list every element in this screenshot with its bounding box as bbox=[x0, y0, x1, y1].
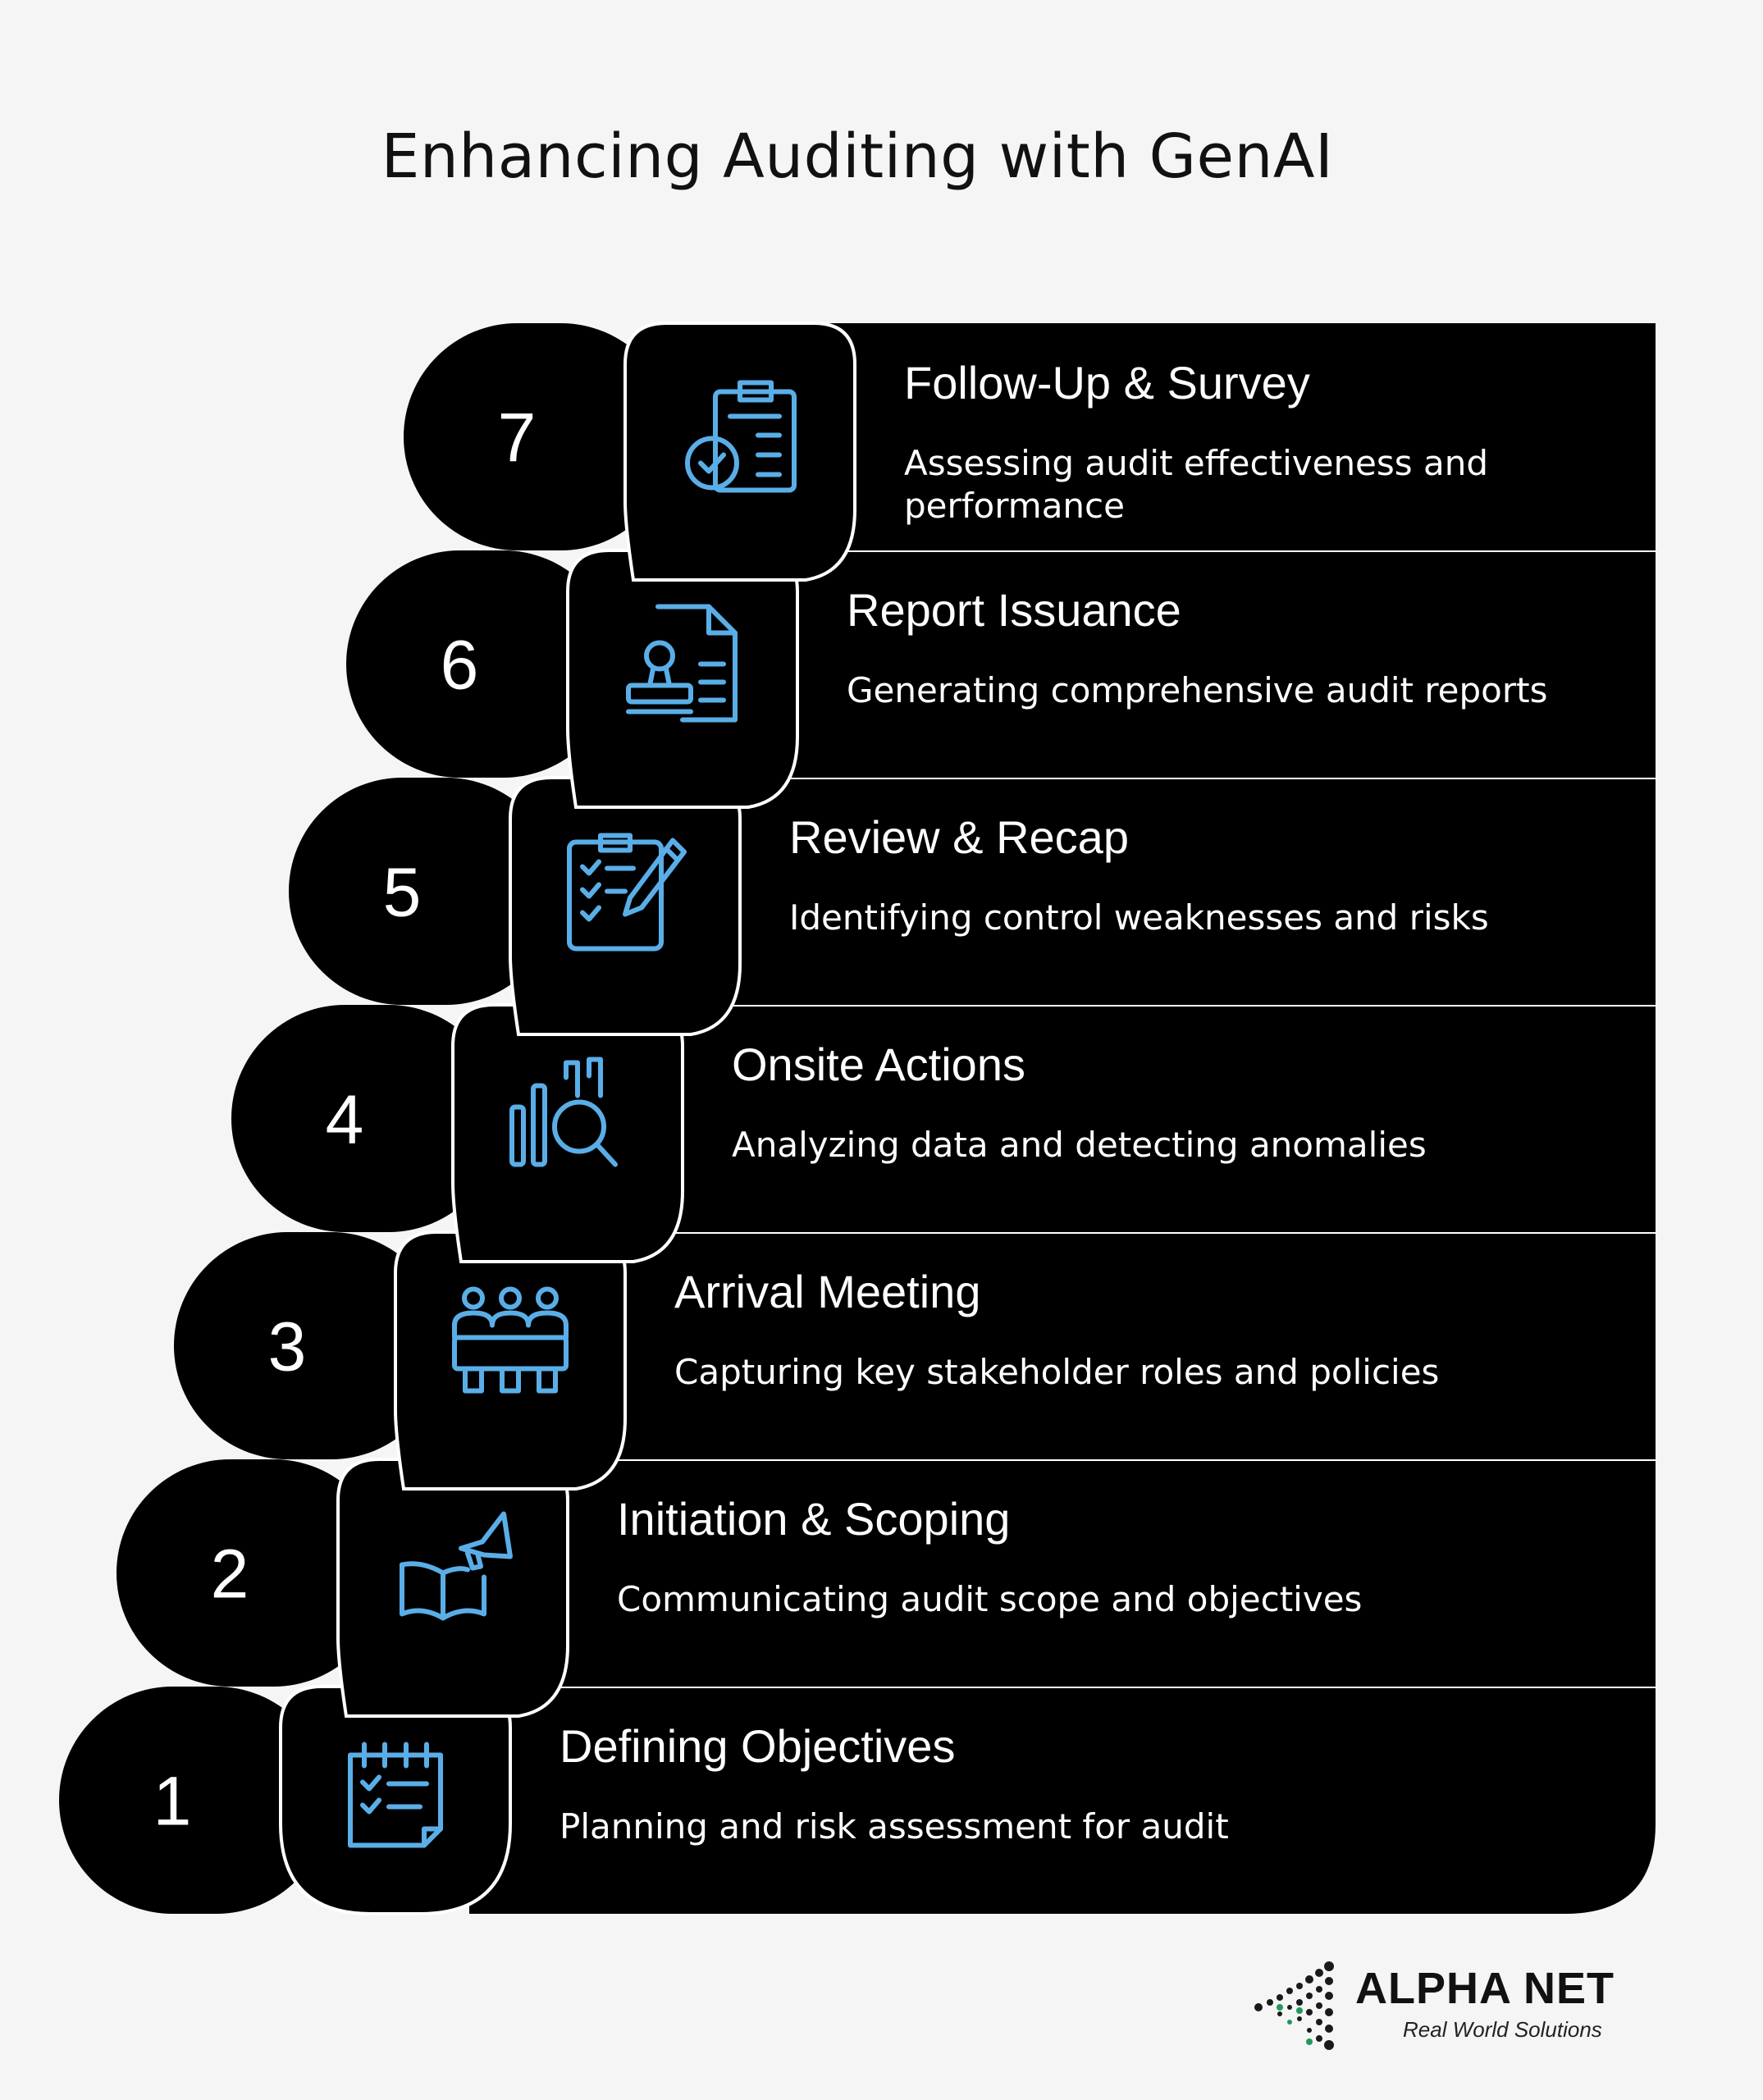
step-icon-column bbox=[338, 1459, 568, 1716]
step-6 bbox=[346, 550, 1656, 807]
step-4 bbox=[231, 1005, 1656, 1262]
step-number: 3 bbox=[267, 1308, 307, 1386]
step-number: 7 bbox=[497, 399, 537, 477]
step-title: Arrival Meeting bbox=[674, 1266, 981, 1317]
page-title: Enhancing Auditing with GenAI bbox=[381, 121, 1334, 192]
step-description: Capturing key stakeholder roles and policies bbox=[674, 1352, 1440, 1392]
step-icon-column bbox=[281, 1687, 510, 1914]
step-7 bbox=[404, 323, 1656, 580]
step-number: 5 bbox=[382, 853, 422, 931]
company-logo bbox=[1247, 1956, 1674, 2063]
step-number: 1 bbox=[153, 1762, 192, 1840]
step-title: Initiation & Scoping bbox=[617, 1493, 1011, 1545]
step-title: Onsite Actions bbox=[732, 1039, 1025, 1090]
step-description: Generating comprehensive audit reports bbox=[847, 670, 1548, 710]
step-3 bbox=[174, 1232, 1656, 1489]
step-description: Planning and risk assessment for audit bbox=[560, 1806, 1229, 1847]
step-2 bbox=[116, 1459, 1656, 1716]
step-description: Assessing audit effectiveness and bbox=[904, 443, 1489, 483]
step-title: Defining Objectives bbox=[560, 1720, 956, 1772]
logo-mark-icon bbox=[1247, 1956, 1354, 2063]
step-description: Identifying control weaknesses and risks bbox=[789, 897, 1489, 938]
step-icon-column bbox=[625, 323, 855, 580]
step-number: 6 bbox=[440, 626, 479, 704]
step-description: Communicating audit scope and objectives bbox=[617, 1579, 1363, 1619]
step-1 bbox=[59, 1687, 1656, 1914]
step-title: Follow-Up & Survey bbox=[904, 357, 1310, 409]
logo-tagline: Real World Solutions bbox=[1403, 2017, 1602, 2042]
step-icon-column bbox=[453, 1005, 683, 1262]
step-5 bbox=[289, 778, 1656, 1034]
step-number: 4 bbox=[325, 1080, 364, 1158]
step-description: Analyzing data and detecting anomalies bbox=[732, 1125, 1427, 1165]
logo-name: ALPHA NET bbox=[1355, 1964, 1615, 2013]
step-description: performance bbox=[904, 486, 1125, 526]
step-title: Review & Recap bbox=[789, 811, 1129, 863]
step-icon-column bbox=[568, 550, 797, 807]
step-title: Report Issuance bbox=[847, 584, 1181, 636]
step-icon-column bbox=[395, 1232, 625, 1489]
step-number: 2 bbox=[210, 1535, 249, 1613]
